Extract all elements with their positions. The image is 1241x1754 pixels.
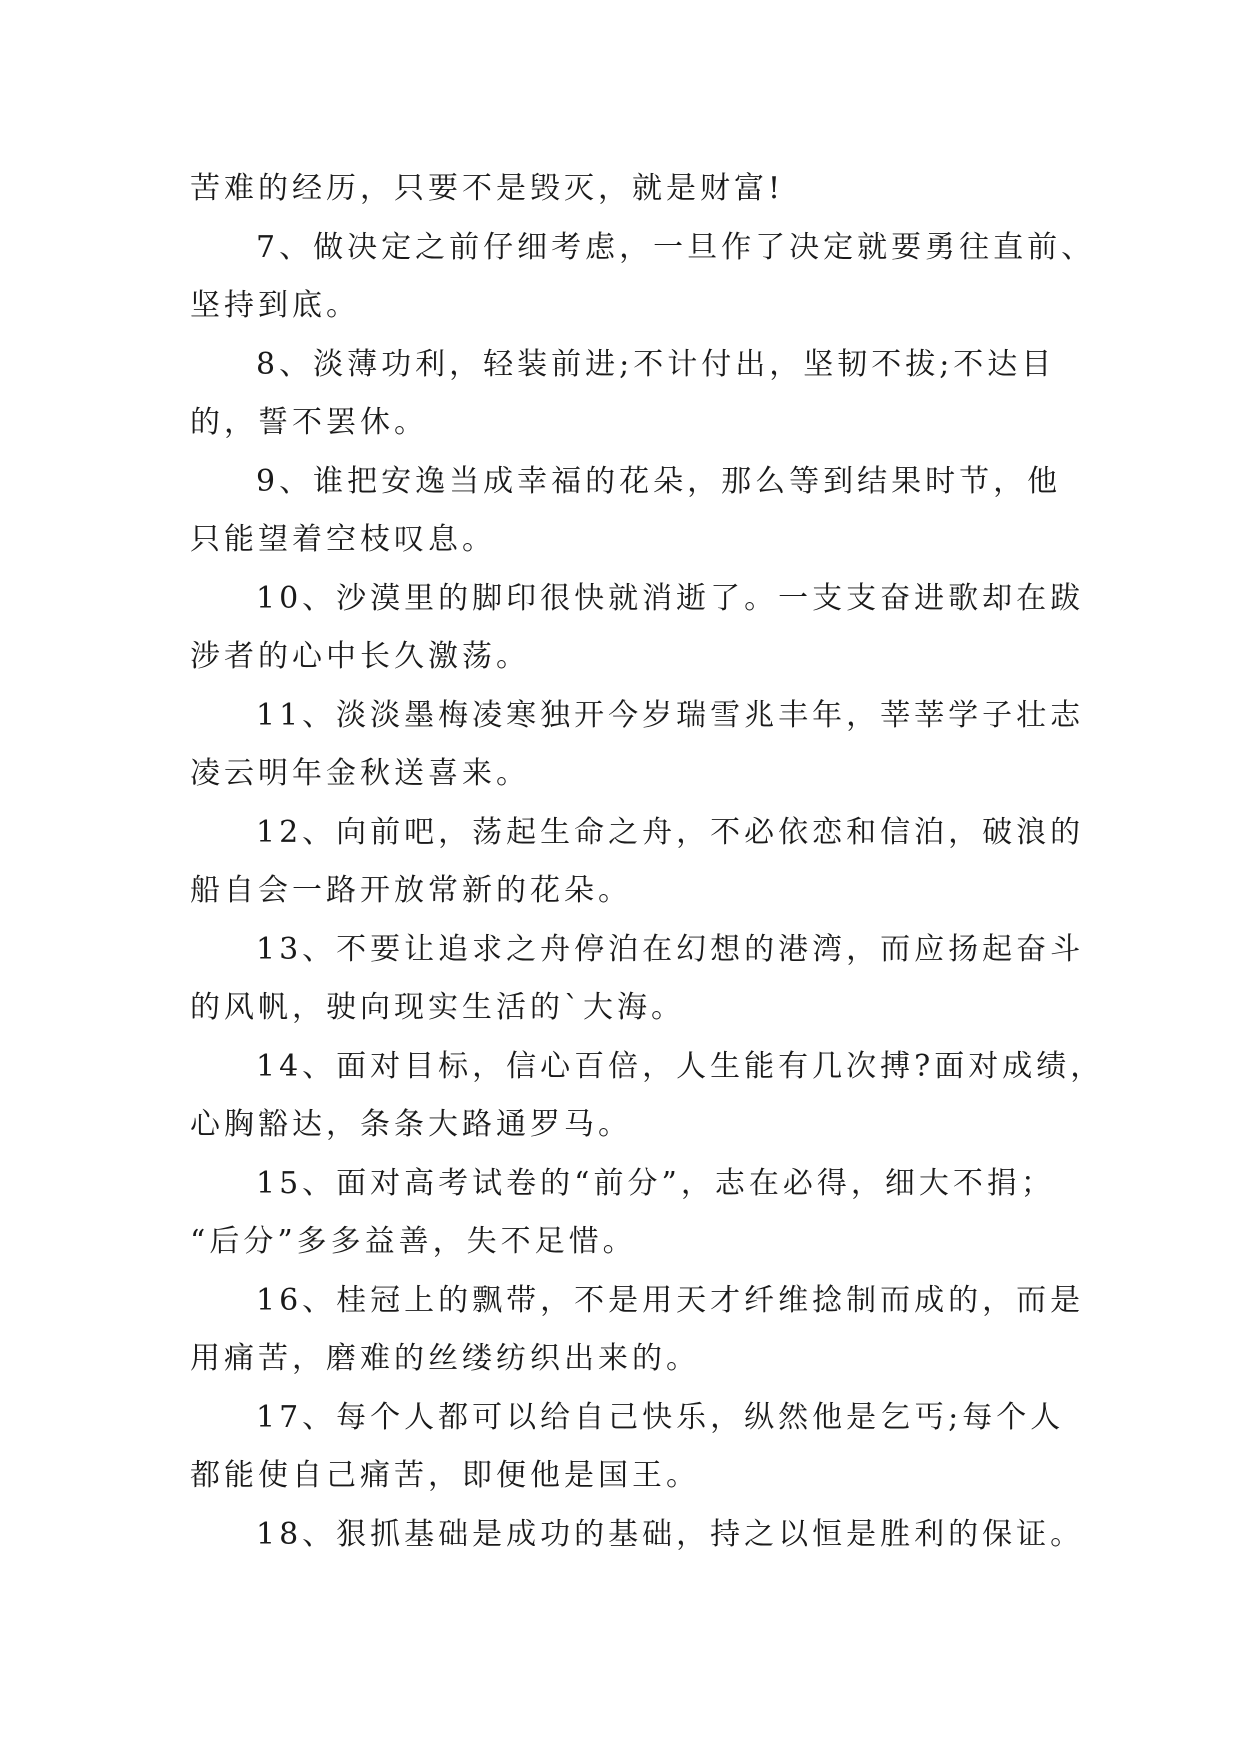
text-line: 心胸豁达，条条大路通罗马。 (190, 1107, 632, 1142)
text-line: 14、面对目标，信心百倍，人生能有几次搏?面对成绩， (256, 1048, 1105, 1084)
text-line: 的，誓不罢休。 (190, 405, 428, 440)
text-line: 凌云明年金秋送喜来。 (190, 756, 530, 791)
text-line: 11、淡淡墨梅凌寒独开今岁瑞雪兆丰年，莘莘学子壮志 (256, 697, 1085, 733)
text-line: 坚持到底。 (190, 288, 360, 323)
text-line: 涉者的心中长久激荡。 (190, 639, 530, 674)
text-line: 13、不要让追求之舟停泊在幻想的港湾，而应扬起奋斗 (256, 931, 1085, 967)
text-line: 船自会一路开放常新的花朵。 (190, 873, 632, 908)
text-line: 18、狠抓基础是成功的基础，持之以恒是胜利的保证。 (256, 1516, 1085, 1552)
text-line: “后分”多多益善，失不足惜。 (190, 1224, 637, 1259)
text-line: 17、每个人都可以给自己快乐，纵然他是乞丐;每个人 (256, 1399, 1065, 1435)
text-line: 10、沙漠里的脚印很快就消逝了。一支支奋进歌却在跋 (256, 580, 1085, 616)
text-line: 都能使自己痛苦，即便他是国王。 (190, 1458, 700, 1493)
text-line: 8、淡薄功利，轻装前进;不计付出，坚韧不拔;不达目 (256, 346, 1056, 382)
text-line: 苦难的经历，只要不是毁灭，就是财富! (190, 171, 785, 206)
text-line: 12、向前吧，荡起生命之舟，不必依恋和信泊，破浪的 (256, 814, 1085, 850)
text-line: 9、谁把安逸当成幸福的花朵，那么等到结果时节，他 (256, 463, 1062, 499)
text-line: 只能望着空枝叹息。 (190, 522, 496, 557)
text-line: 7、做决定之前仔细考虑，一旦作了决定就要勇往直前、 (256, 229, 1096, 265)
text-line: 15、面对高考试卷的“前分”，志在必得，细大不捐； (256, 1165, 1055, 1201)
text-line: 用痛苦，磨难的丝缕纺织出来的。 (190, 1341, 700, 1376)
document-body (190, 160, 1105, 1564)
text-line: 的风帆，驶向现实生活的`大海。 (190, 990, 685, 1025)
text-line: 16、桂冠上的飘带，不是用天才纤维捻制而成的，而是 (256, 1282, 1085, 1318)
